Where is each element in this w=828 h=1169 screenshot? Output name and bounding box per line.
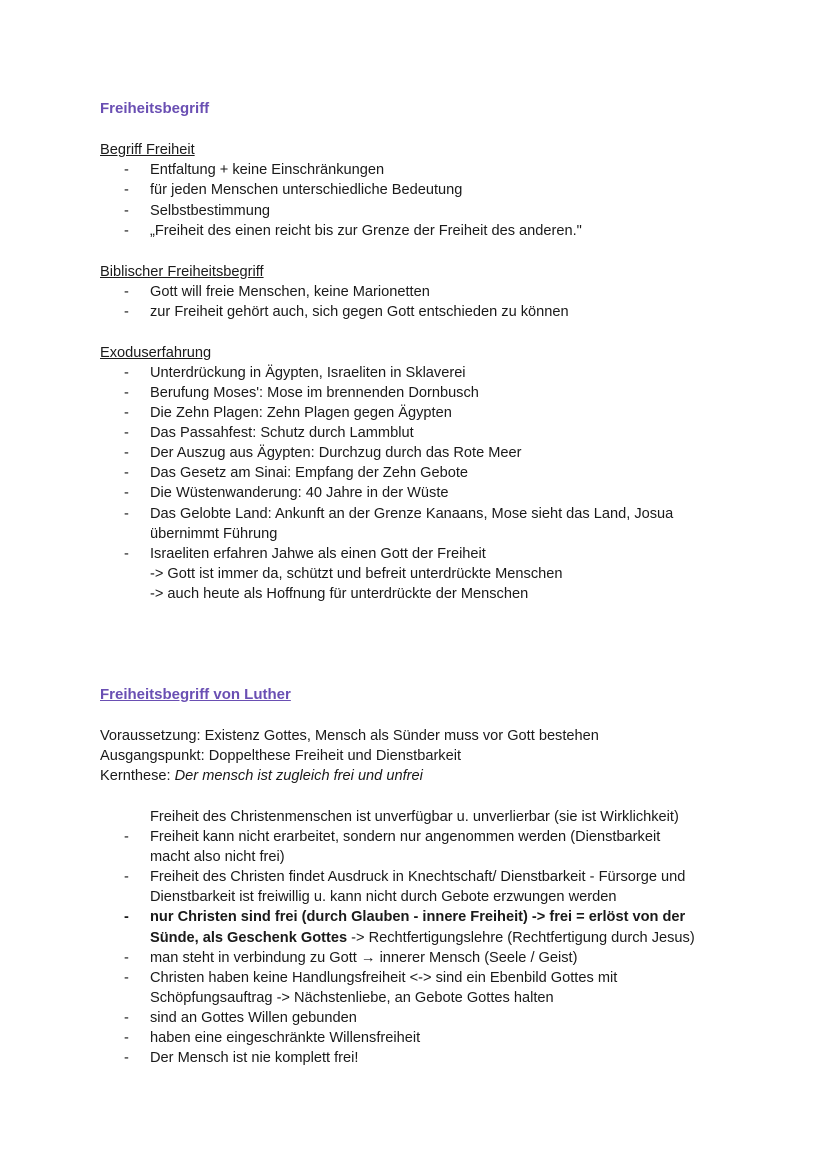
ausgangspunkt-text: Ausgangspunkt: Doppelthese Freiheit und Dienstbarkeit [100, 748, 462, 764]
dash-bullet-icon: - [124, 284, 129, 300]
intro-text: Freiheit des Christenmenschen ist unverfügbar u. unverlierbar (sie ist Wirklichkeit) [150, 809, 679, 825]
dash-bullet-icon: - [124, 425, 129, 441]
dash-bullet-icon: - [124, 909, 129, 925]
dash-bullet-icon: - [124, 203, 129, 219]
dash-bullet-icon: - [124, 162, 129, 178]
dash-bullet-icon: - [124, 546, 129, 562]
subheading-biblischer-freiheitsbegriff: Biblischer Freiheitsbegriff [100, 264, 264, 280]
list-item-continuation: übernimmt Führung [150, 526, 278, 542]
dash-bullet-icon: - [124, 506, 129, 522]
dash-bullet-icon: - [124, 365, 129, 381]
list-item-continuation: -> auch heute als Hoffnung für unterdrückte der Menschen [150, 586, 529, 602]
list-item-continuation: -> Gott ist immer da, schützt und befreit unterdrückte Menschen [150, 566, 563, 582]
list-item-continuation: Sünde, als Geschenk Gottes -> Rechtfertigungslehre (Rechtfertigung durch Jesus) [150, 930, 695, 946]
dash-bullet-icon: - [124, 485, 129, 501]
dash-bullet-icon: - [124, 182, 129, 198]
dash-bullet-icon: - [124, 829, 129, 845]
kernthese-text: Kernthese: Der mensch ist zugleich frei und unfrei [100, 768, 423, 784]
subheading-exoduserfahrung: Exoduserfahrung [100, 345, 212, 361]
section-title-luther: Freiheitsbegriff von Luther [100, 686, 291, 703]
dash-bullet-icon: - [124, 465, 129, 481]
dash-bullet-icon: - [124, 1050, 129, 1066]
voraussetzung-text: Voraussetzung: Existenz Gottes, Mensch als Sünder muss vor Gott bestehen [100, 728, 599, 744]
list-item-continuation: Schöpfungsauftrag -> Nächstenliebe, an Gebote Gottes halten [150, 990, 554, 1006]
dash-bullet-icon: - [124, 385, 129, 401]
list-item-continuation: Dienstbarkeit ist freiwillig u. kann nicht durch Gebote erzwungen werden [150, 889, 617, 905]
dash-bullet-icon: - [124, 950, 129, 966]
dash-bullet-icon: - [124, 869, 129, 885]
dash-bullet-icon: - [124, 1030, 129, 1046]
dash-bullet-icon: - [124, 223, 129, 239]
list-item-continuation: macht also nicht frei) [150, 849, 285, 865]
dash-bullet-icon: - [124, 304, 129, 320]
subheading-begriff-freiheit: Begriff Freiheit [100, 142, 195, 158]
dash-bullet-icon: - [124, 405, 129, 421]
section-title-freiheitsbegriff: Freiheitsbegriff [100, 100, 210, 117]
dash-bullet-icon: - [124, 970, 129, 986]
dash-bullet-icon: - [124, 445, 129, 461]
dash-bullet-icon: - [124, 1010, 129, 1026]
